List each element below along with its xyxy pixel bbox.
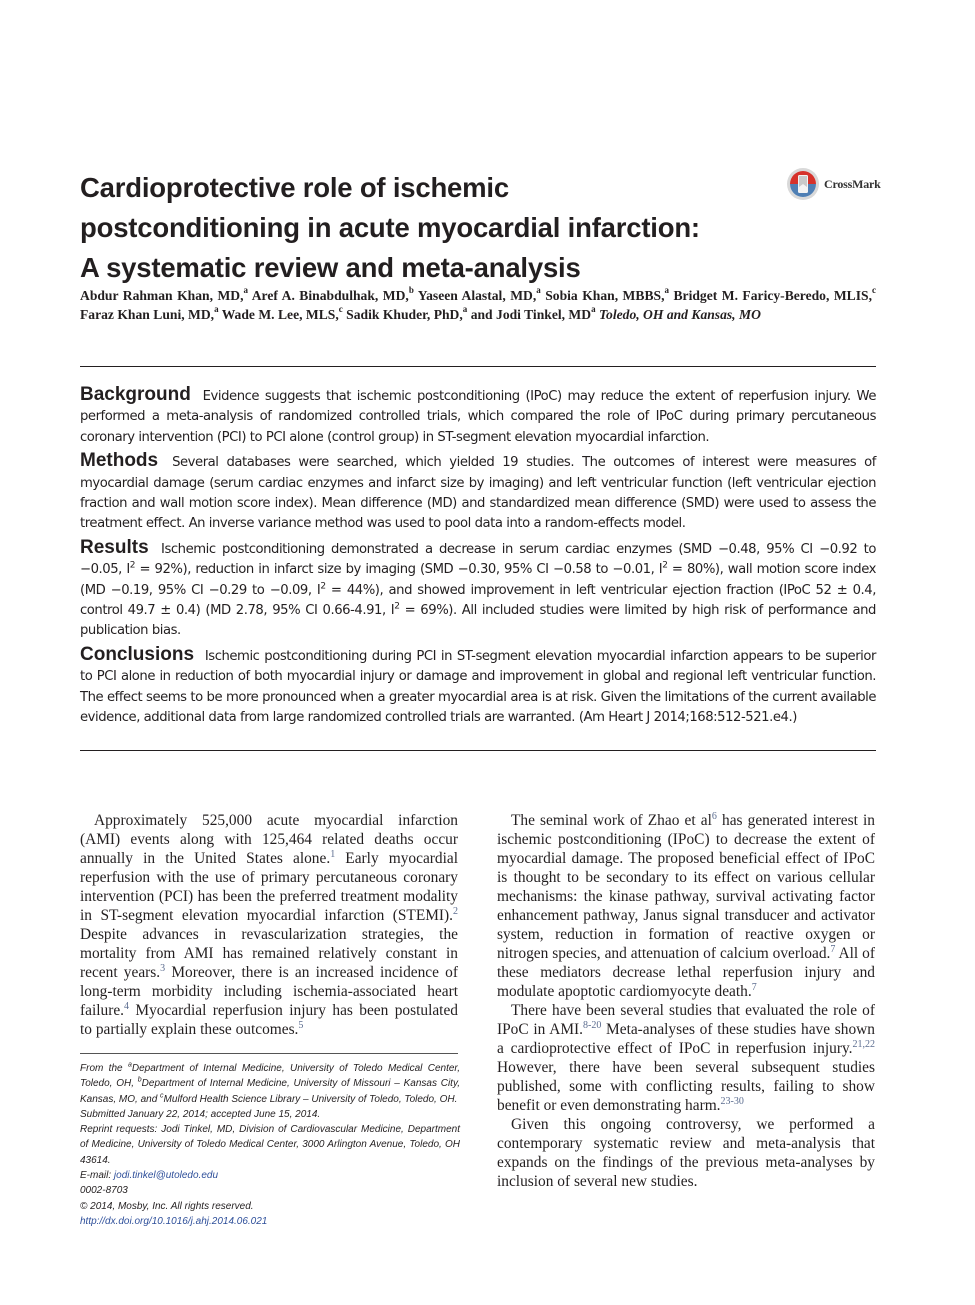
superscript: 2	[129, 560, 136, 571]
body-column-right	[497, 811, 875, 1191]
crossmark-label: CrossMark	[824, 176, 881, 191]
author-affiliation: a	[664, 285, 669, 296]
copyright: © 2014, Mosby, Inc. All rights reserved.	[80, 1200, 254, 1212]
abstract-conclusions	[80, 645, 876, 729]
title-line: postconditioning in acute myocardial infarction:	[80, 212, 700, 243]
superscript: 2	[320, 581, 326, 592]
title-line: Cardioprotective role of ischemic	[80, 172, 509, 203]
body-column-left	[80, 811, 458, 1039]
author-name: Abdur Rahman Khan, MD,	[80, 288, 244, 303]
body-paragraph: Given this ongoing controversy, we performed a contemporary systematic review and meta-analysis that expands on the findings of the previous meta-analyses by inclusion of several new studies.	[497, 1116, 875, 1190]
abstract-heading: Background	[80, 384, 191, 405]
author-name: Aref A. Binabdulhak, MD,	[251, 288, 409, 303]
abstract-text: = 69%). All included studies were limited by high risk of performance and publication bias.	[80, 603, 876, 639]
author-affiliation: a	[591, 304, 596, 315]
author-name: Sobia Khan, MBBS,	[545, 288, 665, 303]
abstract-text: = 92%), reduction in infarct size by imaging (SMD −0.30, 95% CI −0.58 to −0.01, I	[135, 562, 663, 578]
abstract-background	[80, 385, 876, 448]
author-affiliation: a	[243, 285, 248, 296]
citation-link[interactable]: 5	[298, 1019, 304, 1031]
citation-link[interactable]: 23-30	[720, 1095, 744, 1107]
author-conjunction: and	[470, 307, 493, 322]
abstract-methods	[80, 451, 876, 535]
abstract-text: = 80%), wall motion score index (MD −0.19, 95% CI −0.29 to −0.09, I	[80, 562, 876, 598]
author-affiliation: a	[214, 304, 219, 315]
abstract-heading: Methods	[80, 450, 159, 472]
author-list	[80, 286, 876, 324]
abstract-text: Ischemic postconditioning during PCI in ST-segment elevation myocardial infarction appears to be superior to PCI alone in reduction of both myocardial injury or damage and improvement in global and regional left ventricular function. The effect seems to be more pronounced when a greater myocardial area is at risk. Given the limitations of the current available evidence, additional data from large randomized controlled trials are warranted.	[80, 648, 876, 726]
citation-link[interactable]: 8-20	[582, 1019, 602, 1031]
author-affiliation: c	[338, 304, 343, 315]
abstract-heading: Conclusions	[80, 643, 195, 665]
abstract	[80, 385, 876, 732]
article-title	[80, 168, 770, 288]
abstract-text: Ischemic postconditioning demonstrated a decrease in serum cardiac enzymes (SMD −0.48, 95% CI −0.92 to −0.05, I	[80, 541, 876, 578]
title-line: A systematic review and meta-analysis	[80, 252, 581, 283]
author-affiliation: c	[872, 285, 876, 296]
author-name: Yaseen Alastal, MD,	[417, 288, 537, 303]
email-link[interactable]: jodi.tinkel@utoledo.edu	[113, 1170, 219, 1182]
body-paragraph: The seminal work of Zhao et $al^6$ has generated interest in ischemic postconditioning (IPoC) to decrease the extent of myocardial damage. The proposed beneficial effect of IPoC is thought to be secondary to its effect on various cellular mechanisms: the kinase pathway, survival activating factor enhancement pathway, Janus signal transducer and activator system, reduction in formation of reactive oxygen or nitrogen species, and attenuation of calcium overload.$^7$ All of these mediators decrease lethal reperfusion injury and modulate apoptotic cardiomyocyte death.$^7$	[497, 810, 875, 1000]
abstract-bottom-rule	[80, 750, 876, 751]
abstract-heading: Results	[80, 536, 149, 558]
abstract-text: = 44%), and showed improvement in left ventricular ejection fraction (IPoC 52 ± 0.4, control 49.7 ± 0.4) (MD 2.78, 95% CI 0.66-4.91, I	[80, 582, 876, 619]
author-name: Faraz Khan Luni, MD,	[80, 307, 215, 322]
footnotes	[80, 1061, 460, 1229]
citation-link[interactable]: 2	[453, 905, 458, 917]
author-name: Wade M. Lee, MLS,	[221, 307, 339, 322]
citation-link[interactable]: 4	[124, 1000, 130, 1012]
abstract-results	[80, 538, 876, 642]
affiliations: From the $^a$Department of Internal Medicine, University of Toledo Medical Center, Toledo, OH, $^b$Department of Internal Medicine, University of Missouri – Kansas City, Kansas, MO, and $^c$Mulford Health Science Library – University of Toledo, Toledo, OH.	[80, 1061, 460, 1105]
citation-link[interactable]: 3	[160, 962, 166, 974]
abstract-text: Evidence suggests that ischemic postconditioning (IPoC) may reduce the extent of reperfusion injury. We performed a meta-analysis of randomized controlled trials, which compared the role of IPoC during primary percutaneous coronary intervention (PCI) to PCI alone (control group) in ST-segment elevation myocardial infarction.	[80, 389, 876, 445]
body-paragraph: Approximately 525,000 acute myocardial infarction (AMI) events along with 125,464 related deaths occur annually in the United States alone.$^1$ Early myocardial reperfusion with the use of primary percutaneous coronary intervention (PCI) has been the preferred treatment modality in ST-segment elevation myocardial infarction (STEMI).$^2$ Despite advances in revascularization strategies, the mortality from AMI has remained relatively constant in recent years.$^3$ Moreover, there is an increased incidence of long-term morbidity including ischemia-associated heart failure.$^4$ Myocardial reperfusion injury has been postulated to partially explain these outcomes.$^5$	[80, 812, 458, 1038]
superscript: 2	[394, 601, 400, 612]
citation-link[interactable]: 7	[830, 943, 836, 955]
crossmark-icon	[786, 167, 820, 201]
abstract-top-rule	[80, 366, 876, 367]
doi-link[interactable]: http://dx.doi.org/10.1016/j.ahj.2014.06.021	[80, 1215, 268, 1227]
author-affiliation: b	[408, 285, 414, 296]
submission-dates: Submitted January 22, 2014; accepted June 15, 2014.	[80, 1108, 321, 1120]
superscript: 2	[662, 560, 668, 571]
crossmark-badge[interactable]	[786, 166, 881, 202]
footnote-rule	[80, 1053, 458, 1054]
citation-link[interactable]: 6	[711, 810, 717, 822]
author-name: Sadik Khuder, PhD,	[346, 307, 463, 322]
abstract-text: Several databases were searched, which yielded 19 studies. The outcomes of interest were measures of myocardial damage (serum cardiac enzymes and infarct size by imaging) and left ventricular function (left ventricular ejection fraction and wall motion score index). Mean difference (MD) and standardized mean difference (SMD) were used to assess the treatment effect. An inverse variance method was used to pool data into a random-effects model.	[80, 455, 876, 532]
author-affiliation: a	[536, 285, 541, 296]
journal-citation: (Am Heart J 2014;168:512-521.e4.)	[578, 710, 797, 726]
author-name: Bridget M. Faricy-Beredo, MLIS,	[673, 288, 872, 303]
author-affiliation: a	[462, 304, 468, 315]
citation-link[interactable]: 7	[751, 981, 757, 993]
issn: 0002-8703	[80, 1185, 128, 1197]
citation-link[interactable]: 21,22	[852, 1038, 875, 1050]
email-line: E-mail: jodi.tinkel@utoledo.edu	[80, 1170, 219, 1182]
citation-link[interactable]: 1	[330, 848, 336, 860]
body-paragraph: There have been several studies that evaluated the role of IPoC in AMI.$^{8-20}$ Meta-analyses of these studies have shown a cardioprotective effect of IPoC in reperfusion injury.$^{21,22}$ However, there have been several subsequent studies published, some with conflicting results, failing to show benefit or even demonstrating harm.$^{23-30}$	[497, 1002, 875, 1114]
reprint-requests: Reprint requests: Jodi Tinkel, MD, Division of Cardiovascular Medicine, Department of Medicine, University of Toledo Medical Center, 3000 Arlington Avenue, Toledo, OH 43614.	[80, 1124, 460, 1166]
author-location: Toledo, OH and Kansas, MO	[598, 307, 761, 322]
author-name: Jodi Tinkel, MD	[496, 307, 592, 322]
